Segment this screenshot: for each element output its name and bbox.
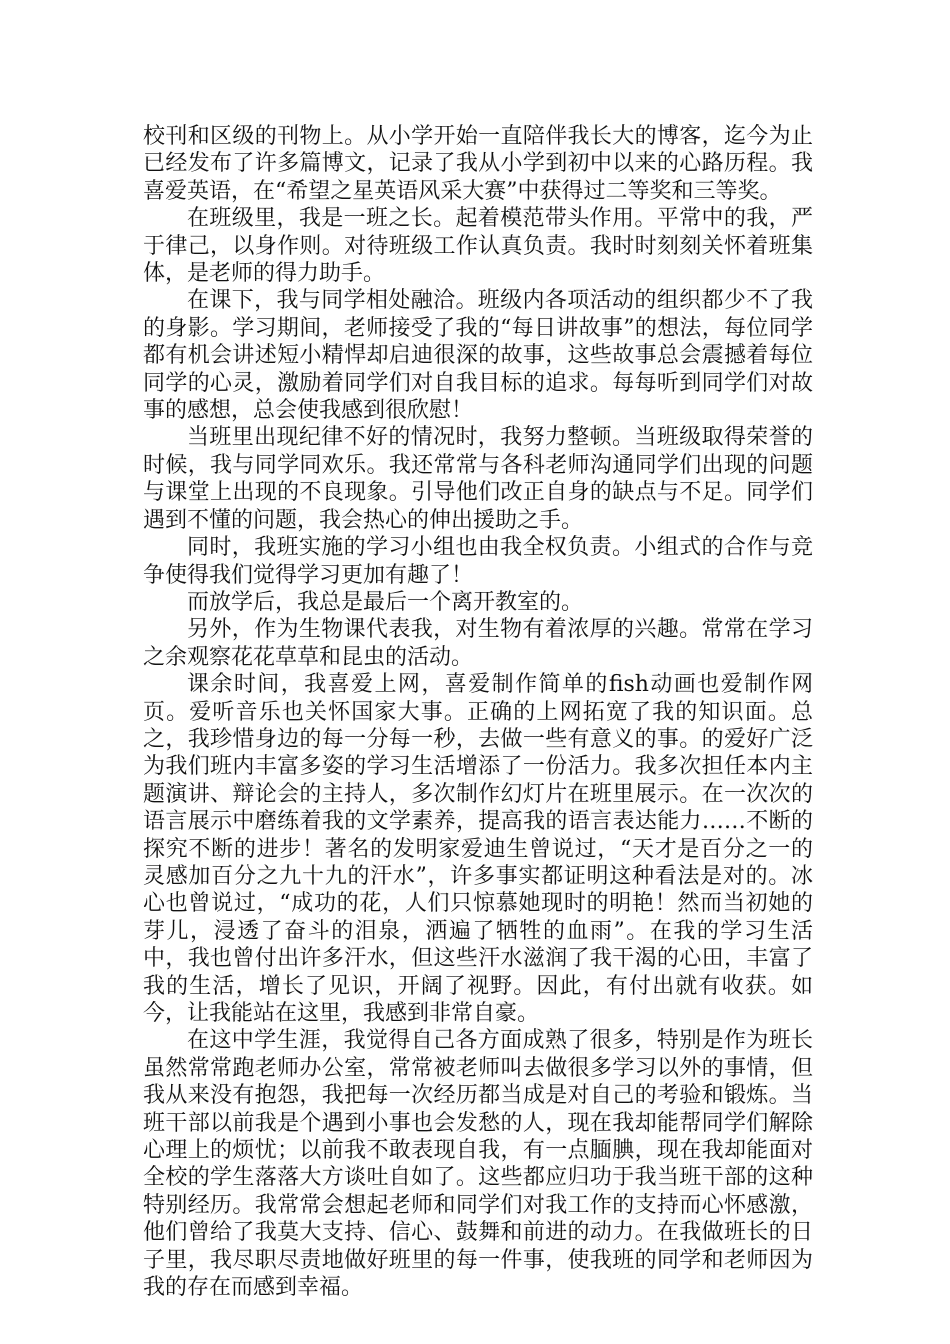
document-body (143, 123, 813, 1301)
paragraph: 课余时间，我喜爱上网，喜爱制作简单的fish动画也爱制作网页。爱听音乐也关怀国家大事。正确的上网拓宽了我的知识面。总之，我珍惜身边的每一分每一秒，去做一些有意义的事。的爱好广泛为我们班内丰富多姿的学习生活增添了一份活力。我多次担任本内主题演讲、辩论会的主持人，多次制作幻灯片在班里展示。在一次次的语言展示中磨练着我的文学素养，提高我的语言表达能力……不断的探究不断的进步！著名的发明家爱迪生曾说过，“天才是百分之一的灵感加百分之九十九的汗水”，许多事实都证明这种看法是对的。冰心也曾说过，“成功的花，人们只惊慕她现时的明艳！然而当初她的芽儿，浸透了奋斗的泪泉，洒遍了牺牲的血雨”。在我的学习生活中，我也曾付出许多汗水，但这些汗水滋润了我干渴的心田，丰富了我的生活，增长了见识，开阔了视野。因此，有付出就有收获。如今，让我能站在这里，我感到非常自豪。 (143, 672, 813, 1026)
paragraph: 在这中学生涯，我觉得自己各方面成熟了很多，特别是作为班长虽然常常跑老师办公室，常常被老师叫去做很多学习以外的事情，但我从来没有抱怨，我把每一次经历都当成是对自己的考验和锻炼。当班干部以前我是个遇到小事也会发愁的人，现在我却能帮同学们解除心理上的烦忧；以前我不敢表现自我，有一点腼腆，现在我却能面对全校的学生落落大方谈吐自如了。这些都应归功于我当班干部的这种特别经历。我常常会想起老师和同学们对我工作的支持而心怀感激，他们曾给了我莫大支持、信心、鼓舞和前进的动力。在我做班长的日子里，我尽职尽责地做好班里的每一件事，使我班的同学和老师因为我的存在而感到幸福。 (143, 1028, 813, 1301)
paragraph: 在课下，我与同学相处融洽。班级内各项活动的组织都少不了我的身影。学习期间，老师接受了我的“每日讲故事”的想法，每位同学都有机会讲述短小精悍却启迪很深的故事，这些故事总会震撼着每位同学的心灵，激励着同学们对自我目标的追求。每每听到同学们对故事的感想，总会使我感到很欣慰！ (143, 288, 813, 424)
paragraph: 当班里出现纪律不好的情况时，我努力整顿。当班级取得荣誉的时候，我与同学同欢乐。我还常常与各科老师沟通同学们出现的问题与课堂上出现的不良现象。引导他们改正自身的缺点与不足。同学们遇到不懂的问题，我会热心的伸出援助之手。 (143, 425, 813, 533)
paragraph: 而放学后，我总是最后一个离开教室的。 (187, 589, 584, 615)
paragraph: 在班级里，我是一班之长。起着模范带头作用。平常中的我，严于律己，以身作则。对待班级工作认真负责。我时时刻刻关怀着班集体，是老师的得力助手。 (143, 206, 813, 287)
paragraph: 校刊和区级的刊物上。从小学开始一直陪伴我长大的博客，迄今为止已经发布了许多篇博文，记录了我从小学到初中以来的心路历程。我喜爱英语，在“希望之星英语风采大赛”中获得过二等奖和三等奖。 (143, 124, 813, 204)
paragraph: 另外，作为生物课代表我，对生物有着浓厚的兴趣。常常在学习之余观察花花草草和昆虫的活动。 (143, 617, 813, 670)
paragraph: 同时，我班实施的学习小组也由我全权负责。小组式的合作与竞争使得我们觉得学习更加有趣了！ (143, 535, 813, 588)
